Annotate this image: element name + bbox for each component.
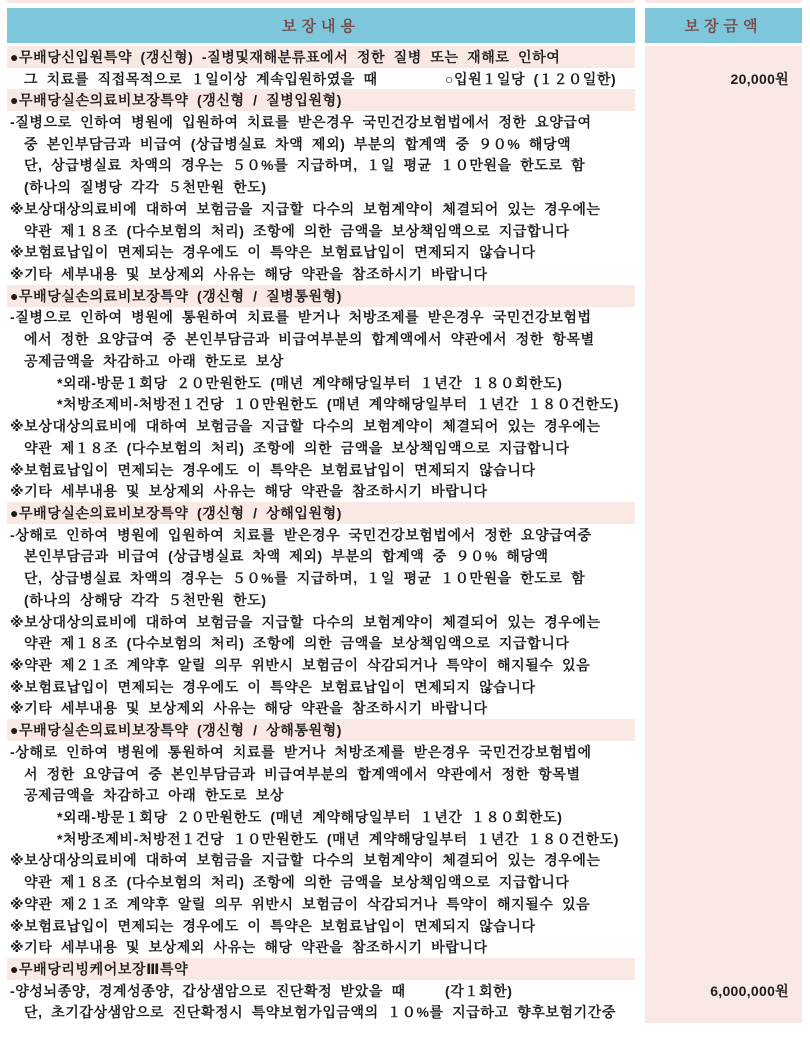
coverage-line-text: 약관 제１８조 (다수보험의 처리) 조항에 의한 금액을 보상책임액으로 지급합니다: [24, 222, 570, 239]
coverage-line-text: ※기타 세부내용 및 보상제외 사유는 해당 약관을 참조하시기 바랍니다: [10, 266, 488, 283]
coverage-line-text: ※보험료납입이 면제되는 경우에도 이 특약은 보험료납입이 면제되지 않습니다: [10, 461, 536, 478]
coverage-amount-empty-cell: [645, 459, 802, 481]
coverage-text-row: [7, 1002, 635, 1024]
coverage-section-row: [7, 719, 635, 741]
coverage-text-row: [7, 741, 635, 763]
coverage-text-row: [7, 155, 635, 177]
coverage-text-row: [7, 394, 635, 416]
coverage-text-row: [7, 698, 635, 720]
coverage-line-text: ※약관 제２１조 계약후 알릴 의무 위반시 보험금이 삭감되거나 특약이 해지될수 있음: [10, 656, 591, 673]
coverage-line-text: -상해로 인하여 병원에 입원하여 치료를 받은경우 국민건강보험법에서 정한 요양급여중: [10, 526, 592, 543]
inline-note: (각１회한): [445, 982, 513, 999]
coverage-amount-empty-cell: [645, 198, 802, 220]
coverage-amount-empty-cell: [645, 915, 802, 937]
coverage-amount-empty-cell: [645, 698, 802, 720]
coverage-section-row: [7, 285, 635, 307]
coverage-amount-empty-cell: [645, 480, 802, 502]
coverage-amount-empty-cell: [645, 676, 802, 698]
coverage-amount-empty-cell: [645, 632, 802, 654]
coverage-text-row: [7, 828, 635, 850]
coverage-line-text: ※약관 제２１조 계약후 알릴 의무 위반시 보험금이 삭감되거나 특약이 해지될수 있음: [10, 895, 591, 912]
column-header-coverage-content: 보장내용: [7, 8, 635, 43]
coverage-amount-empty-cell: [645, 220, 802, 242]
coverage-line-text: 공제금액을 차감하고 아래 한도로 보상: [24, 787, 284, 804]
coverage-text-row: [7, 763, 635, 785]
coverage-line-text: (하나의 상해당 각각 ５천만원 한도): [24, 591, 267, 608]
coverage-line-text: *외래-방문１회당 ２０만원한도 (매년 계약해당일부터 １년간 １８０회한도): [57, 809, 563, 826]
coverage-line-text: 단, 상급병실료 차액의 경우는 ５０%를 지급하며, １일 평균 １０만원을 한도로 함: [24, 570, 586, 587]
coverage-line-text: 공제금액을 차감하고 아래 한도로 보상: [24, 352, 284, 369]
coverage-amount-empty-cell: [645, 567, 802, 589]
coverage-amount-empty-cell: [645, 328, 802, 350]
coverage-amount-empty-cell: [645, 741, 802, 763]
coverage-line-text: ※보험료납입이 면제되는 경우에도 이 특약은 보험료납입이 면제되지 않습니다: [10, 917, 536, 934]
coverage-amount-empty-cell: [645, 589, 802, 611]
coverage-line-text: 약관 제１８조 (다수보험의 처리) 조항에 의한 금액을 보상책임액으로 지급합니다: [24, 635, 570, 652]
coverage-text-row: [7, 654, 635, 676]
coverage-text-row: [7, 871, 635, 893]
coverage-line-text: -질병으로 인하여 병원에 입원하여 치료를 받은경우 국민건강보험법에서 정한 요양급여: [10, 114, 592, 131]
coverage-text-row: [7, 350, 635, 372]
coverage-amount-empty-cell: [645, 437, 802, 459]
coverage-line-text: ※기타 세부내용 및 보상제외 사유는 해당 약관을 참조하시기 바랍니다: [10, 700, 488, 717]
coverage-line-text: ※보상대상의료비에 대하여 보험금을 지급할 다수의 보험계약이 체결되어 있는 경우에는: [10, 418, 601, 435]
coverage-text-row: [7, 459, 635, 481]
coverage-text-row: [7, 198, 635, 220]
coverage-text-row: [7, 415, 635, 437]
coverage-amount-empty-cell: [645, 176, 802, 198]
coverage-text-row: [7, 263, 635, 285]
coverage-line-text: 단, 초기갑상샘암으로 진단확정시 특약보험가입금액의 １０%를 지급하고 향후보험기간중: [24, 1004, 617, 1021]
coverage-text-row: [7, 567, 635, 589]
coverage-line-text: -질병으로 인하여 병원에 통원하여 치료를 받거나 처방조제를 받은경우 국민건강보험법: [10, 309, 592, 326]
coverage-line-text: ●무배당실손의료비보장특약 (갱신형 / 질병입원형): [10, 92, 343, 109]
coverage-text-row: [7, 893, 635, 915]
coverage-amount-empty-cell: [645, 155, 802, 177]
coverage-text-row: [7, 676, 635, 698]
column-header-coverage-amount: 보장금액: [645, 8, 802, 43]
coverage-amount-empty-cell: [645, 263, 802, 285]
coverage-line-text: ●무배당실손의료비보장특약 (갱신형 / 상해입원형): [10, 504, 343, 521]
coverage-amount-empty-cell: [645, 111, 802, 133]
coverage-text-row: [7, 936, 635, 958]
coverage-content-column: [7, 46, 635, 1023]
coverage-line-text: *처방조제비-처방전１건당 １０만원한도 (매년 계약해당일부터 １년간 １８０건한도): [57, 830, 619, 847]
coverage-amount-empty-cell: [645, 958, 802, 980]
coverage-text-row: [7, 980, 635, 1002]
coverage-text-row: [7, 546, 635, 568]
coverage-amount-empty-cell: [645, 763, 802, 785]
coverage-text-row: [7, 372, 635, 394]
coverage-line-text: 에서 정한 요양급여 중 본인부담금과 비급여부분의 합계액에서 약관에서 정한 항목별: [24, 331, 595, 348]
coverage-amount-empty-cell: [645, 936, 802, 958]
coverage-text-row: [7, 784, 635, 806]
coverage-amount-empty-cell: [645, 828, 802, 850]
coverage-text-row: [7, 915, 635, 937]
coverage-text-row: [7, 480, 635, 502]
coverage-amount-empty-cell: [645, 285, 802, 307]
coverage-line-text: 약관 제１８조 (다수보험의 처리) 조항에 의한 금액을 보상책임액으로 지급합니다: [24, 874, 570, 891]
coverage-line-text: 그 치료를 직접목적으로 １일이상 계속입원하였을 때: [24, 70, 378, 87]
top-edge-strip-right: [645, 0, 802, 3]
coverage-amount-empty-cell: [645, 546, 802, 568]
coverage-line-text: ●무배당신입원특약 (갱신형) -질병및재해분류표에서 정한 질병 또는 재해로 인하여: [10, 48, 561, 65]
coverage-line-text: 본인부담금과 비급여 (상급병실료 차액 제외) 부분의 합계액 중 ９０% 해당액: [24, 548, 549, 565]
coverage-text-row: [7, 632, 635, 654]
coverage-amount-empty-cell: [645, 415, 802, 437]
coverage-amount-empty-cell: [645, 241, 802, 263]
coverage-line-text: ※보상대상의료비에 대하여 보험금을 지급할 다수의 보험계약이 체결되어 있는 경우에는: [10, 852, 601, 869]
coverage-amount-empty-cell: [645, 133, 802, 155]
coverage-amount-empty-cell: [645, 719, 802, 741]
coverage-amount-empty-cell: [645, 307, 802, 329]
coverage-amount-cell: 20,000원: [730, 70, 789, 87]
coverage-line-text: 약관 제１８조 (다수보험의 처리) 조항에 의한 금액을 보상책임액으로 지급합니다: [24, 439, 570, 456]
coverage-line-text: ※기타 세부내용 및 보상제외 사유는 해당 약관을 참조하시기 바랍니다: [10, 939, 488, 956]
coverage-text-row: [7, 220, 635, 242]
coverage-text-row: [7, 111, 635, 133]
coverage-line-text: ※기타 세부내용 및 보상제외 사유는 해당 약관을 참조하시기 바랍니다: [10, 483, 488, 500]
coverage-text-row: [7, 589, 635, 611]
coverage-amount-empty-cell: [645, 372, 802, 394]
coverage-line-text: ●무배당실손의료비보장특약 (갱신형 / 질병통원형): [10, 287, 343, 304]
coverage-text-row: [7, 176, 635, 198]
coverage-line-text: ※보험료납입이 면제되는 경우에도 이 특약은 보험료납입이 면제되지 않습니다: [10, 678, 536, 695]
coverage-amount-cell: 6,000,000원: [710, 982, 789, 999]
coverage-amount-empty-cell: [645, 611, 802, 633]
coverage-text-row: [7, 524, 635, 546]
coverage-section-row: [7, 958, 635, 980]
coverage-amount-empty-cell: [645, 893, 802, 915]
coverage-text-row: [7, 307, 635, 329]
coverage-line-text: ※보상대상의료비에 대하여 보험금을 지급할 다수의 보험계약이 체결되어 있는 경우에는: [10, 613, 601, 630]
coverage-text-row: [7, 328, 635, 350]
coverage-line-text: (하나의 질병당 각각 ５천만원 한도): [24, 179, 267, 196]
coverage-line-text: ●무배당리빙케어보장Ⅲ특약: [10, 961, 189, 978]
coverage-line-text: 중 본인부담금과 비급여 (상급병실료 차액 제외) 부분의 합계액 중 ９０% 해당액: [24, 135, 572, 152]
coverage-line-text: 단, 상급병실료 차액의 경우는 ５０%를 지급하며, １일 평균 １０만원을 한도로 함: [24, 157, 586, 174]
coverage-amount-empty-cell: [645, 350, 802, 372]
coverage-line-text: ※보험료납입이 면제되는 경우에도 이 특약은 보험료납입이 면제되지 않습니다: [10, 244, 536, 261]
coverage-line-text: -양성뇌종양, 경계성종양, 갑상샘암으로 진단확정 받았을 때: [10, 982, 406, 999]
coverage-text-row: [7, 611, 635, 633]
coverage-line-text: -상해로 인하여 병원에 통원하여 치료를 받거나 처방조제를 받은경우 국민건강보험법에: [10, 743, 592, 760]
coverage-amount-empty-cell: [645, 394, 802, 416]
coverage-amount-empty-cell: [645, 784, 802, 806]
coverage-text-row: [7, 806, 635, 828]
coverage-text-row: [7, 133, 635, 155]
coverage-section-row: [7, 46, 635, 68]
coverage-text-row: [7, 241, 635, 263]
inline-note: ○입원１일당 (１２０일한): [445, 70, 617, 87]
coverage-amount-empty-cell: [645, 850, 802, 872]
coverage-amount-empty-cell: [645, 871, 802, 893]
coverage-text-row: [7, 68, 635, 90]
coverage-line-text: *외래-방문１회당 ２０만원한도 (매년 계약해당일부터 １년간 １８０회한도): [57, 374, 563, 391]
coverage-line-text: ●무배당실손의료비보장특약 (갱신형 / 상해통원형): [10, 722, 343, 739]
coverage-amount-empty-cell: [645, 89, 802, 111]
coverage-text-row: [7, 850, 635, 872]
coverage-text-row: [7, 437, 635, 459]
coverage-section-row: [7, 502, 635, 524]
coverage-section-row: [7, 89, 635, 111]
coverage-line-text: *처방조제비-처방전１건당 １０만원한도 (매년 계약해당일부터 １년간 １８０건한도): [57, 396, 619, 413]
coverage-amount-empty-cell: [645, 654, 802, 676]
coverage-table: [7, 0, 802, 1030]
coverage-amount-column: [645, 46, 802, 1023]
coverage-amount-empty-cell: [645, 46, 802, 68]
coverage-line-text: 서 정한 요양급여 중 본인부담금과 비급여부분의 합계액에서 약관에서 정한 항목별: [24, 765, 581, 782]
coverage-amount-empty-cell: [645, 1002, 802, 1024]
coverage-amount-empty-cell: [645, 524, 802, 546]
coverage-line-text: ※보상대상의료비에 대하여 보험금을 지급할 다수의 보험계약이 체결되어 있는 경우에는: [10, 200, 601, 217]
top-edge-strip-left: [7, 0, 635, 3]
coverage-amount-empty-cell: [645, 806, 802, 828]
coverage-amount-empty-cell: [645, 502, 802, 524]
